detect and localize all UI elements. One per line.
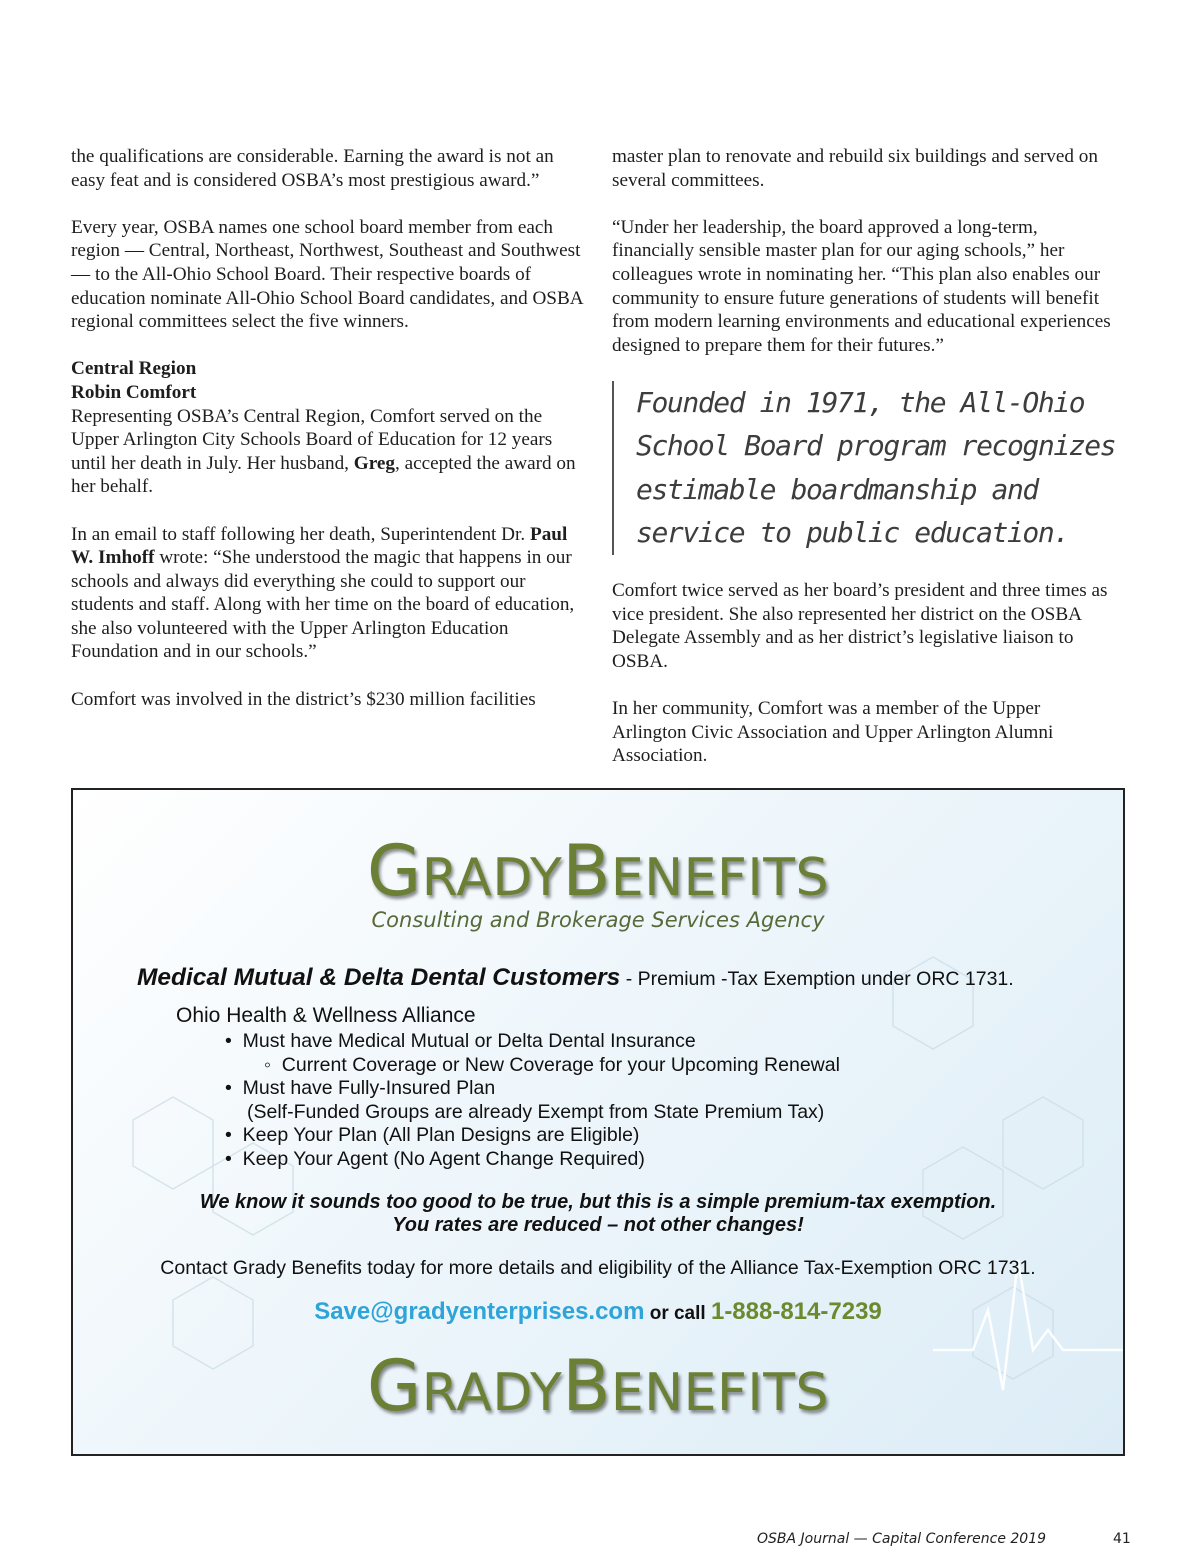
page-number: 41 bbox=[1113, 1531, 1131, 1547]
journal-footer: OSBA Journal — Capital Conference 2019 bbox=[757, 1531, 1047, 1547]
paragraph: the qualifications are considerable. Earning the award is not an easy feat and is considered OSBA’s most prestigious award.” bbox=[71, 146, 554, 191]
email-link[interactable]: Save@gradyenterprises.com bbox=[314, 1298, 645, 1325]
paragraph-text: wrote: “She understood the magic that happens in our schools and always did everything she could to support our students and staff. Along with her time on the board of education, she also volunteered with the Upper Arlington Education Foundation and in our schools.” bbox=[71, 547, 575, 663]
region-heading: Central Region bbox=[71, 358, 197, 380]
alliance-name: Ohio Health & Wellness Alliance bbox=[176, 1004, 476, 1027]
paragraph: master plan to renovate and rebuild six buildings and served on several committees. bbox=[612, 146, 1098, 191]
honoree-name-heading: Robin Comfort bbox=[71, 381, 197, 403]
grady-benefits-logo-top: GRADYBENEFITS bbox=[367, 830, 829, 912]
paragraph-text: , accepted the award on her behalf. bbox=[71, 452, 576, 498]
list-item: • Keep Your Plan (All Plan Designs are Eligible) bbox=[225, 1124, 640, 1146]
promise-line: You rates are reduced – not other changes! bbox=[392, 1214, 804, 1236]
list-item: (Self-Funded Groups are already Exempt from State Premium Tax) bbox=[247, 1101, 825, 1123]
paragraph: Comfort twice served as her board’s president and three times as vice president. She also represented her district on the OSBA Delegate Assembly and as her district’s legislative liaison to OSBA. bbox=[612, 579, 1108, 672]
agency-tagline: Consulting and Brokerage Services Agency bbox=[371, 908, 825, 932]
contact-statement: Contact Grady Benefits today for more details and eligibility of the Alliance Tax-Exemption ORC 1731. bbox=[160, 1257, 1036, 1279]
grady-benefits-advertisement bbox=[71, 788, 1125, 1456]
list-item: ◦ Current Coverage or New Coverage for your Upcoming Renewal bbox=[264, 1054, 840, 1076]
pull-quote: Founded in 1971, the All-Ohio School Board program recognizes estimable boardmanship and service to public education. bbox=[612, 381, 1117, 555]
paragraph-text: In an email to staff following her death, Superintendent Dr. bbox=[71, 523, 530, 545]
paragraph: Every year, OSBA names one school board member from each region — Central, Northeast, Northwest, Southeast and Southwest — to the All-Ohio School Board. Their respective boards of education nominate All-Ohio School Board candidates, and OSBA regional committees select the five winners. bbox=[71, 216, 583, 333]
phone-number[interactable]: 1-888-814-7239 bbox=[710, 1298, 882, 1325]
article-right-column bbox=[612, 145, 1117, 791]
list-item: • Must have Medical Mutual or Delta Dental Insurance bbox=[225, 1030, 696, 1052]
ad-headline: Medical Mutual & Delta Dental Customers - Premium -Tax Exemption under ORC 1731. bbox=[137, 964, 1014, 991]
paragraph-text: Representing OSBA’s Central Region, Comfort served on the Upper Arlington City Schools Board of Education for 12 years until her death in July. Her husband, bbox=[71, 405, 553, 474]
contact-details: Save@gradyenterprises.com or call 1-888-814-7239 bbox=[314, 1298, 882, 1325]
region-section bbox=[71, 357, 586, 499]
list-item: • Keep Your Agent (No Agent Change Required) bbox=[225, 1148, 645, 1170]
paragraph: “Under her leadership, the board approved a long-term, financially sensible master plan for our aging schools,” her colleagues wrote in nominating her. “This plan also enables our community to ensure future generations of students will benefit from modern learning environments and educational experiences designed to prepare them for their futures.” bbox=[612, 216, 1111, 356]
bold-name: Greg bbox=[353, 452, 395, 474]
grady-benefits-logo-bottom: GRADYBENEFITS bbox=[367, 1345, 829, 1427]
promise-line: We know it sounds too good to be true, but this is a simple premium-tax exemption. bbox=[199, 1191, 997, 1213]
paragraph: Comfort was involved in the district’s $230 million facilities bbox=[71, 688, 536, 710]
article-left-column bbox=[71, 145, 586, 735]
bold-name: Paul W. Imhoff bbox=[71, 523, 568, 569]
list-item: • Must have Fully-Insured Plan bbox=[225, 1077, 496, 1099]
paragraph bbox=[71, 523, 586, 665]
paragraph: In her community, Comfort was a member of the Upper Arlington Civic Association and Upper Arlington Alumni Association. bbox=[612, 697, 1054, 767]
